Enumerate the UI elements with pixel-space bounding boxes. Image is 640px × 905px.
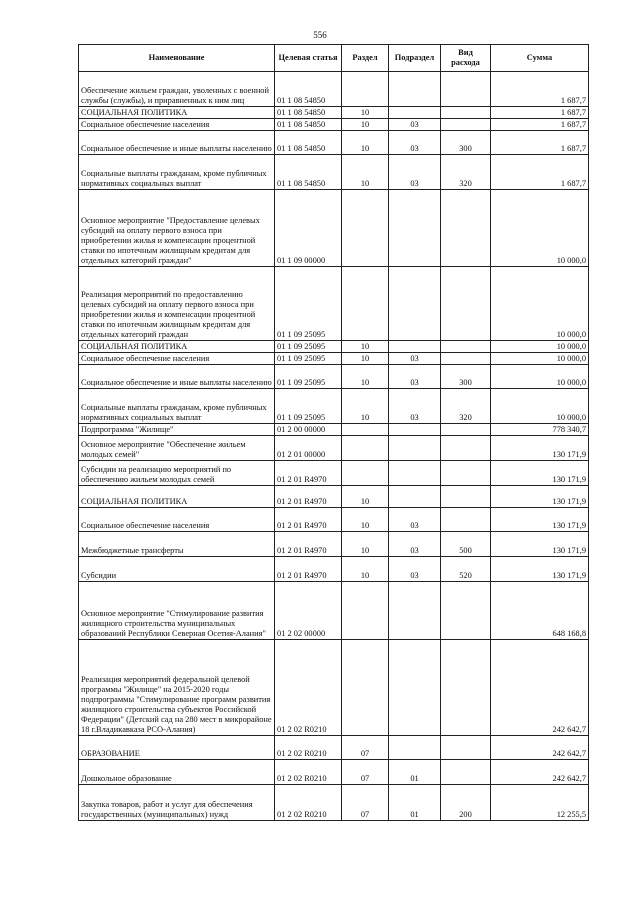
row-subsection — [389, 341, 441, 353]
row-name: Социальное обеспечение населения — [79, 508, 275, 532]
table-row — [79, 72, 589, 107]
row-section: 10 — [342, 131, 389, 155]
row-subsection — [389, 436, 441, 461]
row-expense-type — [441, 736, 491, 760]
row-name: Реализация мероприятий по предоставлению целевых субсидий на оплату первого взноса при приобретении жилья и компенсации процентной ставки по ипотечным жилищным кредитам для отдельных категорий граждан — [79, 267, 275, 341]
row-target-article: 01 2 02 R0210 — [275, 736, 342, 760]
row-name: Социальные выплаты гражданам, кроме публичных нормативных социальных выплат — [79, 389, 275, 424]
row-amount: 10 000,0 — [491, 267, 589, 341]
table-row — [79, 389, 589, 424]
row-amount: 10 000,0 — [491, 190, 589, 267]
row-expense-type — [441, 486, 491, 508]
row-amount: 648 168,8 — [491, 582, 589, 640]
row-amount: 1 687,7 — [491, 131, 589, 155]
table-row — [79, 353, 589, 365]
row-subsection: 03 — [389, 131, 441, 155]
header-section: Раздел — [342, 45, 389, 72]
row-expense-type: 300 — [441, 131, 491, 155]
row-subsection: 03 — [389, 532, 441, 557]
row-subsection — [389, 582, 441, 640]
row-name: СОЦИАЛЬНАЯ ПОЛИТИКА — [79, 341, 275, 353]
row-amount: 130 171,9 — [491, 486, 589, 508]
row-section: 10 — [342, 155, 389, 190]
row-subsection: 03 — [389, 353, 441, 365]
row-expense-type — [441, 436, 491, 461]
row-section: 10 — [342, 557, 389, 582]
row-name: Социальное обеспечение населения — [79, 353, 275, 365]
row-amount: 130 171,9 — [491, 461, 589, 486]
row-target-article: 01 2 01 R4970 — [275, 486, 342, 508]
row-target-article: 01 2 02 R0210 — [275, 640, 342, 736]
row-subsection — [389, 640, 441, 736]
row-name: Дошкольное образование — [79, 760, 275, 785]
row-amount: 130 171,9 — [491, 508, 589, 532]
row-target-article: 01 1 09 25095 — [275, 341, 342, 353]
row-target-article: 01 2 01 R4970 — [275, 532, 342, 557]
row-amount: 1 687,7 — [491, 119, 589, 131]
row-name: Субсидии на реализацию мероприятий по обеспечению жильем молодых семей — [79, 461, 275, 486]
row-name: Основное мероприятие "Стимулирование развития жилищного строительства муниципальных образований Республики Северная Осетия-Алания" — [79, 582, 275, 640]
row-subsection: 03 — [389, 389, 441, 424]
row-subsection: 03 — [389, 155, 441, 190]
table-row — [79, 736, 589, 760]
row-target-article: 01 1 08 54850 — [275, 107, 342, 119]
row-expense-type: 320 — [441, 389, 491, 424]
row-section: 10 — [342, 532, 389, 557]
header-amount: Сумма — [491, 45, 589, 72]
row-amount: 242 642,7 — [491, 736, 589, 760]
row-expense-type — [441, 461, 491, 486]
row-expense-type — [441, 341, 491, 353]
row-target-article: 01 2 01 R4970 — [275, 557, 342, 582]
row-section: 10 — [342, 389, 389, 424]
row-section: 07 — [342, 736, 389, 760]
row-target-article: 01 1 08 54850 — [275, 131, 342, 155]
page-number: 556 — [313, 30, 327, 40]
row-expense-type — [441, 424, 491, 436]
row-target-article: 01 1 08 54850 — [275, 72, 342, 107]
table-header — [79, 45, 589, 72]
row-section: 10 — [342, 353, 389, 365]
row-name: Основное мероприятие "Обеспечение жильем молодых семей" — [79, 436, 275, 461]
row-section — [342, 190, 389, 267]
row-name: Закупка товаров, работ и услуг для обеспечения государственных (муниципальных) нужд — [79, 785, 275, 821]
row-section: 10 — [342, 365, 389, 389]
row-section — [342, 267, 389, 341]
row-section: 10 — [342, 341, 389, 353]
table-row — [79, 557, 589, 582]
row-subsection: 03 — [389, 508, 441, 532]
budget-table — [78, 44, 589, 821]
row-name: СОЦИАЛЬНАЯ ПОЛИТИКА — [79, 107, 275, 119]
table-row — [79, 267, 589, 341]
row-name: СОЦИАЛЬНАЯ ПОЛИТИКА — [79, 486, 275, 508]
row-expense-type: 200 — [441, 785, 491, 821]
header-target-article: Целевая статья — [275, 45, 342, 72]
row-name: Реализация мероприятий федеральной целевой программы "Жилище" на 2015-2020 годы подпрограммы "Стимулирование программ развития жилищного строительства субъектов Российской Федерации" (Детский сад на 280 мест в микрорайоне 18 г.Владикавказа РСО-Алания) — [79, 640, 275, 736]
table-row — [79, 760, 589, 785]
row-expense-type — [441, 267, 491, 341]
row-section — [342, 424, 389, 436]
row-amount: 242 642,7 — [491, 640, 589, 736]
row-section: 07 — [342, 760, 389, 785]
table-row — [79, 365, 589, 389]
row-amount: 10 000,0 — [491, 341, 589, 353]
row-expense-type — [441, 190, 491, 267]
row-subsection: 03 — [389, 365, 441, 389]
row-target-article: 01 1 09 25095 — [275, 389, 342, 424]
row-section: 10 — [342, 107, 389, 119]
row-section — [342, 436, 389, 461]
table-row — [79, 424, 589, 436]
header-expense-type: Вид расхода — [441, 45, 491, 72]
row-name: Социальное обеспечение населения — [79, 119, 275, 131]
row-amount: 1 687,7 — [491, 72, 589, 107]
table-row — [79, 436, 589, 461]
table-row — [79, 582, 589, 640]
table-row — [79, 461, 589, 486]
row-expense-type — [441, 760, 491, 785]
table-row — [79, 532, 589, 557]
row-amount: 1 687,7 — [491, 155, 589, 190]
row-amount: 10 000,0 — [491, 353, 589, 365]
row-expense-type: 300 — [441, 365, 491, 389]
row-expense-type — [441, 508, 491, 532]
row-section: 10 — [342, 508, 389, 532]
row-amount: 10 000,0 — [491, 365, 589, 389]
table-row — [79, 119, 589, 131]
table-row — [79, 190, 589, 267]
row-amount: 130 171,9 — [491, 557, 589, 582]
row-target-article: 01 1 09 25095 — [275, 267, 342, 341]
row-subsection: 03 — [389, 557, 441, 582]
header-row — [79, 45, 589, 72]
table-row — [79, 341, 589, 353]
row-name: Основное мероприятие "Предоставление целевых субсидий на оплату первого взноса при приобретении жилья и компенсации процентной ставки по ипотечным жилищным кредитам для отдельных категорий граждан" — [79, 190, 275, 267]
row-target-article: 01 1 09 25095 — [275, 365, 342, 389]
row-expense-type — [441, 582, 491, 640]
row-subsection — [389, 486, 441, 508]
table-row — [79, 486, 589, 508]
row-expense-type — [441, 640, 491, 736]
row-amount: 242 642,7 — [491, 760, 589, 785]
table-row — [79, 155, 589, 190]
table-row — [79, 640, 589, 736]
row-target-article: 01 2 02 R0210 — [275, 760, 342, 785]
row-name: Социальные выплаты гражданам, кроме публичных нормативных социальных выплат — [79, 155, 275, 190]
table-row — [79, 107, 589, 119]
header-name: Наименование — [79, 45, 275, 72]
row-subsection — [389, 461, 441, 486]
row-expense-type: 320 — [441, 155, 491, 190]
row-target-article: 01 1 08 54850 — [275, 155, 342, 190]
row-section — [342, 640, 389, 736]
row-name: Обеспечение жильем граждан, уволенных с военной службы (службы), и приравненных к ним лиц — [79, 72, 275, 107]
table-body — [79, 72, 589, 821]
row-name: ОБРАЗОВАНИЕ — [79, 736, 275, 760]
row-expense-type — [441, 72, 491, 107]
row-expense-type: 500 — [441, 532, 491, 557]
row-target-article: 01 2 01 R4970 — [275, 461, 342, 486]
row-target-article: 01 2 00 00000 — [275, 424, 342, 436]
row-target-article: 01 2 02 R0210 — [275, 785, 342, 821]
row-subsection: 01 — [389, 760, 441, 785]
row-expense-type: 520 — [441, 557, 491, 582]
row-target-article: 01 2 01 R4970 — [275, 508, 342, 532]
table-row — [79, 131, 589, 155]
row-subsection: 03 — [389, 119, 441, 131]
row-expense-type — [441, 107, 491, 119]
row-target-article: 01 1 09 25095 — [275, 353, 342, 365]
header-subsection: Подраздел — [389, 45, 441, 72]
row-target-article: 01 1 09 00000 — [275, 190, 342, 267]
row-subsection — [389, 267, 441, 341]
row-subsection — [389, 107, 441, 119]
row-name: Социальное обеспечение и иные выплаты населению — [79, 131, 275, 155]
row-amount: 130 171,9 — [491, 436, 589, 461]
row-name: Субсидии — [79, 557, 275, 582]
row-subsection — [389, 736, 441, 760]
row-amount: 1 687,7 — [491, 107, 589, 119]
row-amount: 130 171,9 — [491, 532, 589, 557]
table-row — [79, 785, 589, 821]
row-target-article: 01 1 08 54850 — [275, 119, 342, 131]
row-name: Социальное обеспечение и иные выплаты населению — [79, 365, 275, 389]
row-subsection — [389, 190, 441, 267]
row-section — [342, 72, 389, 107]
row-subsection — [389, 424, 441, 436]
row-name: Подпрограмма "Жилище" — [79, 424, 275, 436]
row-amount: 778 340,7 — [491, 424, 589, 436]
row-section — [342, 582, 389, 640]
row-subsection: 01 — [389, 785, 441, 821]
row-subsection — [389, 72, 441, 107]
row-expense-type — [441, 353, 491, 365]
row-amount: 10 000,0 — [491, 389, 589, 424]
row-section: 07 — [342, 785, 389, 821]
row-target-article: 01 2 01 00000 — [275, 436, 342, 461]
row-target-article: 01 2 02 00000 — [275, 582, 342, 640]
table-row — [79, 508, 589, 532]
row-section: 10 — [342, 486, 389, 508]
row-amount: 12 255,5 — [491, 785, 589, 821]
row-name: Межбюджетные трансферты — [79, 532, 275, 557]
row-section: 10 — [342, 119, 389, 131]
row-section — [342, 461, 389, 486]
row-expense-type — [441, 119, 491, 131]
